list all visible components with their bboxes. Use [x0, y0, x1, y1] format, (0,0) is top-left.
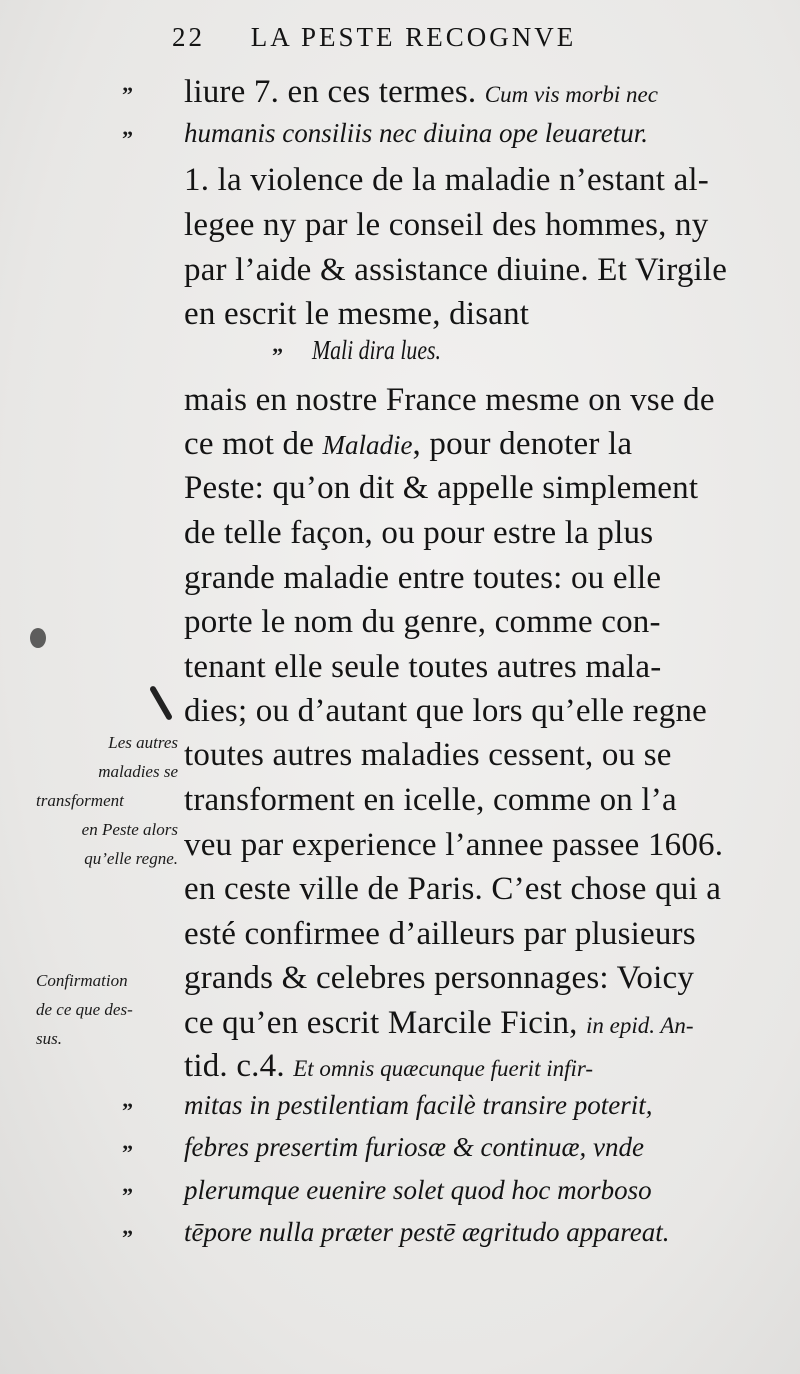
quote-mark: ”: [122, 82, 133, 107]
margin-note-line: qu’elle regne.: [84, 849, 178, 868]
text-italic: in epid. An-: [586, 1013, 694, 1038]
quote-mark: ”: [272, 343, 283, 368]
text-line: [184, 962, 764, 995]
quote-mark: ”: [122, 1098, 133, 1123]
text-line: [184, 164, 764, 197]
text-italic: tēpore nulla præter pestē ægritudo appareat.: [184, 1217, 670, 1247]
text-roman: 1. la violence de la maladie n’estant al-: [184, 162, 709, 198]
text-line: [184, 1092, 764, 1119]
quote-mark: ”: [122, 1225, 133, 1250]
text-line: [184, 606, 764, 639]
running-title: LA PESTE RECOGNVE: [250, 22, 577, 52]
text-line: [184, 298, 764, 331]
text-line: [184, 918, 764, 951]
text-roman: en ceste ville de Paris. C’est chose qui a: [184, 871, 722, 907]
page-header: [172, 22, 576, 53]
text-roman: ce qu’en escrit Marcile Ficin,: [184, 1005, 587, 1041]
margin-note-confirmation: [36, 966, 178, 1053]
text-roman: par l’aide & assistance diuine. Et Virgile: [184, 252, 728, 288]
text-italic: plerumque euenire solet quod hoc morboso: [184, 1175, 652, 1205]
text-roman: toutes autres maladies cessent, ou se: [184, 737, 672, 773]
text-italic: Et omnis quæcunque fuerit infir-: [293, 1056, 594, 1081]
quote-mark: ”: [122, 126, 133, 151]
text-line: [184, 651, 764, 684]
text-line: [184, 1219, 764, 1246]
text-roman: porte le nom du genre, comme con-: [184, 604, 661, 640]
ink-blot: [30, 628, 46, 648]
margin-note-line: Les autres: [108, 733, 178, 752]
text-line: [184, 562, 764, 595]
text-roman: esté confirmee d’ailleurs par plusieurs: [184, 916, 696, 952]
margin-note-line: maladies se: [98, 762, 178, 781]
margin-note-line: en Peste alors: [81, 820, 178, 839]
text-roman: liure 7. en ces termes.: [184, 74, 485, 110]
text-line: [184, 1134, 764, 1161]
margin-note-line: sus.: [36, 1029, 62, 1048]
text-line: [184, 784, 764, 817]
text-line: [184, 472, 764, 505]
text-line: [184, 739, 764, 772]
text-line: [312, 337, 780, 364]
text-italic: Maladie: [322, 430, 413, 460]
text-roman: de telle façon, ou pour estre la plus: [184, 515, 654, 551]
margin-note-line: de ce que des-: [36, 1000, 133, 1019]
page-number: 22: [172, 22, 205, 52]
text-italic: humanis consiliis nec diuina ope leuaretur.: [184, 118, 648, 148]
text-roman: en escrit le mesme, disant: [184, 296, 530, 332]
text-italic: febres presertim furiosæ & continuæ, vnde: [184, 1132, 644, 1162]
text-roman: Peste: qu’on dit & appelle simplement: [184, 470, 699, 506]
ink-stroke: [149, 685, 173, 721]
text-roman: tid. c.4.: [184, 1048, 294, 1084]
text-line: [184, 76, 764, 109]
text-roman: grands & celebres personnages: Voicy: [184, 960, 695, 996]
text-line: [184, 873, 764, 906]
text-roman: veu par experience l’annee passee 1606.: [184, 827, 724, 863]
text-roman: ce mot de: [184, 426, 323, 462]
text-line: [184, 428, 764, 461]
text-roman: transforment en icelle, comme on l’a: [184, 782, 677, 818]
text-roman: dies; ou d’autant que lors qu’elle regne: [184, 693, 707, 729]
text-line: [184, 1007, 764, 1040]
text-italic: mitas in pestilentiam facilè transire poterit,: [184, 1090, 653, 1120]
text-roman: legee ny par le conseil des hommes, ny: [184, 207, 709, 243]
text-line: [184, 1050, 764, 1083]
text-line: [184, 517, 764, 550]
text-line: [184, 695, 764, 728]
margin-note-line: transforment: [36, 791, 124, 810]
text-line: [184, 829, 764, 862]
text-line: [184, 1177, 764, 1204]
text-line: [184, 384, 764, 417]
text-line: [184, 209, 764, 242]
text-roman: tenant elle seule toutes autres mala-: [184, 649, 662, 685]
text-italic: Mali dira lues.: [312, 335, 441, 365]
margin-note-line: Confirmation: [36, 971, 128, 990]
quote-mark: ”: [122, 1140, 133, 1165]
text-line: [184, 254, 764, 287]
margin-note-transform: [36, 728, 178, 873]
text-line: [184, 120, 764, 147]
text-roman: mais en nostre France mesme on vse de: [184, 382, 715, 418]
text-roman: grande maladie entre toutes: ou elle: [184, 560, 662, 596]
text-roman: , pour denoter la: [412, 426, 633, 462]
text-italic: Cum vis morbi nec: [484, 82, 658, 107]
quote-mark: ”: [122, 1183, 133, 1208]
